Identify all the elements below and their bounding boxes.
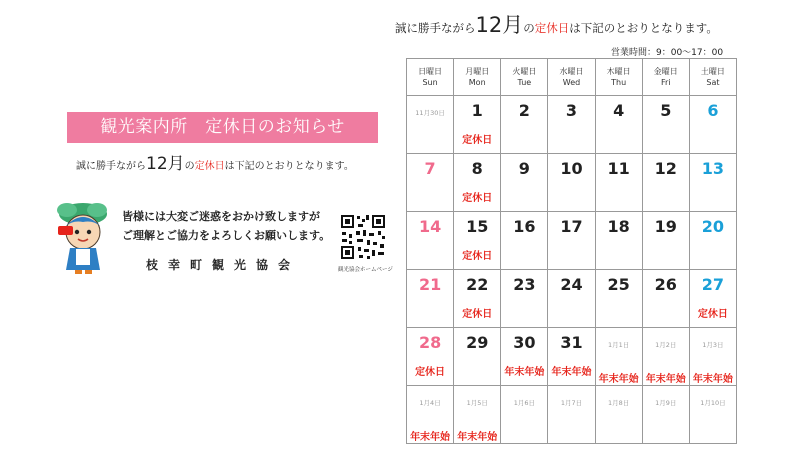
- calendar-day-cell: [454, 328, 501, 386]
- calendar-day-cell: [642, 270, 689, 328]
- calendar-day-cell: [595, 270, 642, 328]
- day-number: 1月7日: [560, 399, 583, 407]
- day-number: 25: [607, 275, 630, 294]
- calendar-day-cell: [595, 386, 642, 444]
- closed-note: 年末年始: [410, 432, 451, 443]
- calendar-day-cell: [407, 154, 454, 212]
- day-number: 14: [418, 217, 442, 236]
- calendar-day-cell: [689, 328, 736, 386]
- left-notice: [76, 149, 354, 174]
- day-number: 3: [565, 101, 578, 120]
- day-number: 21: [418, 275, 442, 294]
- day-number: 27: [701, 275, 725, 294]
- weekday-header: [548, 59, 595, 96]
- calendar-day-cell: [407, 212, 454, 270]
- notice-text: は下記のとおりとなります。: [224, 161, 354, 172]
- december-calendar: [406, 58, 737, 444]
- day-number: 10: [560, 159, 583, 178]
- closed-note: 定休日: [462, 135, 493, 146]
- calendar-day-cell: [454, 386, 501, 444]
- day-number: 22: [466, 275, 489, 294]
- organization-name: 枝幸町観光協会: [146, 258, 301, 272]
- calendar-day-cell: [501, 328, 548, 386]
- weekday-en: Fri: [661, 78, 671, 87]
- calendar-day-cell: [689, 154, 736, 212]
- day-number: 1月1日: [607, 341, 630, 349]
- day-number: 15: [466, 217, 489, 236]
- calendar-day-cell: [689, 270, 736, 328]
- weekday-header: [407, 59, 454, 96]
- calendar-day-cell: [595, 212, 642, 270]
- day-number: 9: [518, 159, 530, 178]
- calendar-day-cell: [407, 96, 454, 154]
- day-number: 1月2日: [655, 341, 677, 349]
- closed-note: 定休日: [462, 309, 493, 320]
- weekday-jp: 金曜日: [653, 67, 678, 76]
- calendar-week-row: [407, 386, 737, 444]
- qr-caption: 観光協会ホームページ: [338, 267, 393, 273]
- calendar-day-cell: [548, 96, 595, 154]
- closed-note: 年末年始: [504, 367, 545, 378]
- calendar-day-cell: [548, 386, 595, 444]
- calendar-day-cell: [642, 96, 689, 154]
- weekday-jp: 月曜日: [465, 67, 490, 76]
- weekday-en: Sun: [422, 78, 438, 87]
- calendar-day-cell: [595, 154, 642, 212]
- weekday-header: [642, 59, 689, 96]
- weekday-en: Thu: [611, 78, 627, 87]
- day-number: 1月5日: [466, 399, 488, 407]
- notice-text: の: [184, 161, 195, 172]
- closed-note: 年末年始: [645, 374, 686, 385]
- page-title-banner: 観光案内所 定休日のお知らせ: [67, 112, 378, 143]
- weekday-jp: 木曜日: [606, 67, 631, 76]
- day-number: 11: [607, 159, 630, 178]
- weekday-jp: 日曜日: [418, 67, 443, 76]
- weekday-en: Mon: [468, 78, 486, 87]
- calendar-day-cell: [548, 154, 595, 212]
- calendar-day-cell: [454, 270, 501, 328]
- weekday-header: [595, 59, 642, 96]
- calendar-day-cell: [548, 328, 595, 386]
- weekday-en: Wed: [562, 78, 581, 87]
- closed-note: 年末年始: [692, 374, 733, 385]
- day-number: 1月3日: [702, 341, 724, 349]
- weekday-en: Tue: [517, 78, 532, 87]
- calendar-day-cell: [548, 212, 595, 270]
- notice-month: 12月: [475, 13, 524, 37]
- day-number: 4: [613, 101, 625, 120]
- notice-text: は下記のとおりとなります。: [569, 21, 718, 35]
- top-notice: [395, 9, 718, 39]
- day-number: 17: [560, 217, 583, 236]
- calendar-day-cell: [501, 386, 548, 444]
- calendar-week-row: [407, 154, 737, 212]
- calendar-day-cell: [595, 328, 642, 386]
- weekday-header: [501, 59, 548, 96]
- weekday-jp: 火曜日: [512, 67, 537, 76]
- closed-note: 年末年始: [598, 374, 639, 385]
- weekday-jp: 水曜日: [559, 67, 584, 76]
- weekday-jp: 土曜日: [700, 67, 725, 76]
- calendar-day-cell: [548, 270, 595, 328]
- day-number: 8: [471, 159, 483, 178]
- weekday-en: Sat: [706, 78, 720, 87]
- day-number: 29: [466, 333, 489, 352]
- weekday-header: [689, 59, 736, 96]
- calendar-week-row: [407, 328, 737, 386]
- day-number: 7: [424, 159, 436, 178]
- calendar-day-cell: [642, 154, 689, 212]
- day-number: 5: [660, 101, 672, 120]
- closed-note: 定休日: [697, 309, 728, 320]
- calendar-day-cell: [642, 212, 689, 270]
- calendar-day-cell: [454, 212, 501, 270]
- apology-message: [122, 207, 330, 245]
- calendar-day-cell: [501, 154, 548, 212]
- day-number: 28: [418, 333, 442, 352]
- day-number: 1月4日: [419, 399, 441, 407]
- day-number: 1: [471, 101, 483, 120]
- calendar-week-row: [407, 270, 737, 328]
- day-number: 1月9日: [655, 399, 677, 407]
- calendar-week-row: [407, 212, 737, 270]
- calendar-week-row: [407, 96, 737, 154]
- business-hours: 営業時間：9：00〜17：00: [611, 48, 724, 58]
- closed-note: 年末年始: [457, 432, 498, 443]
- notice-month: 12月: [146, 154, 185, 174]
- day-number: 1月6日: [513, 399, 535, 407]
- closed-note: 定休日: [415, 367, 446, 378]
- day-number: 24: [560, 275, 583, 294]
- day-number: 2: [518, 101, 530, 120]
- day-number: 11月30日: [415, 109, 445, 117]
- day-number: 19: [654, 217, 677, 236]
- calendar-day-cell: [407, 270, 454, 328]
- closed-note: 定休日: [462, 251, 493, 262]
- day-number: 18: [607, 217, 630, 236]
- weekday-header: [454, 59, 501, 96]
- calendar-day-cell: [501, 270, 548, 328]
- calendar-day-cell: [501, 96, 548, 154]
- notice-closed-word: 定休日: [534, 21, 570, 35]
- calendar-day-cell: [642, 328, 689, 386]
- day-number: 16: [513, 217, 536, 236]
- apology-line: 皆様には大変ご迷惑をおかけ致しますが: [122, 210, 320, 223]
- calendar-day-cell: [642, 386, 689, 444]
- calendar-header-row: [407, 59, 737, 96]
- day-number: 20: [701, 217, 725, 236]
- calendar-day-cell: [407, 328, 454, 386]
- calendar-day-cell: [454, 96, 501, 154]
- day-number: 1月8日: [607, 399, 630, 407]
- calendar-day-cell: [454, 154, 501, 212]
- calendar-day-cell: [689, 212, 736, 270]
- closed-note: 定休日: [462, 193, 493, 204]
- calendar-day-cell: [689, 386, 736, 444]
- day-number: 6: [707, 101, 719, 120]
- notice-text: 誠に勝手ながら: [76, 161, 146, 172]
- day-number: 31: [560, 333, 583, 352]
- closed-note: 年末年始: [551, 367, 592, 378]
- day-number: 26: [654, 275, 677, 294]
- apology-line: ご理解とご協力をよろしくお願いします。: [122, 229, 331, 242]
- notice-text: 誠に勝手ながら: [395, 21, 476, 35]
- calendar-day-cell: [689, 96, 736, 154]
- day-number: 1月10日: [700, 399, 726, 407]
- day-number: 13: [701, 159, 725, 178]
- day-number: 30: [513, 333, 536, 352]
- day-number: 12: [654, 159, 677, 178]
- day-number: 23: [513, 275, 536, 294]
- calendar-day-cell: [501, 212, 548, 270]
- calendar-day-cell: [595, 96, 642, 154]
- qr-code-icon[interactable]: [340, 214, 386, 260]
- mascot-icon: [53, 200, 113, 275]
- calendar-day-cell: [407, 386, 454, 444]
- notice-text: の: [523, 21, 535, 35]
- notice-closed-word: 定休日: [194, 161, 225, 172]
